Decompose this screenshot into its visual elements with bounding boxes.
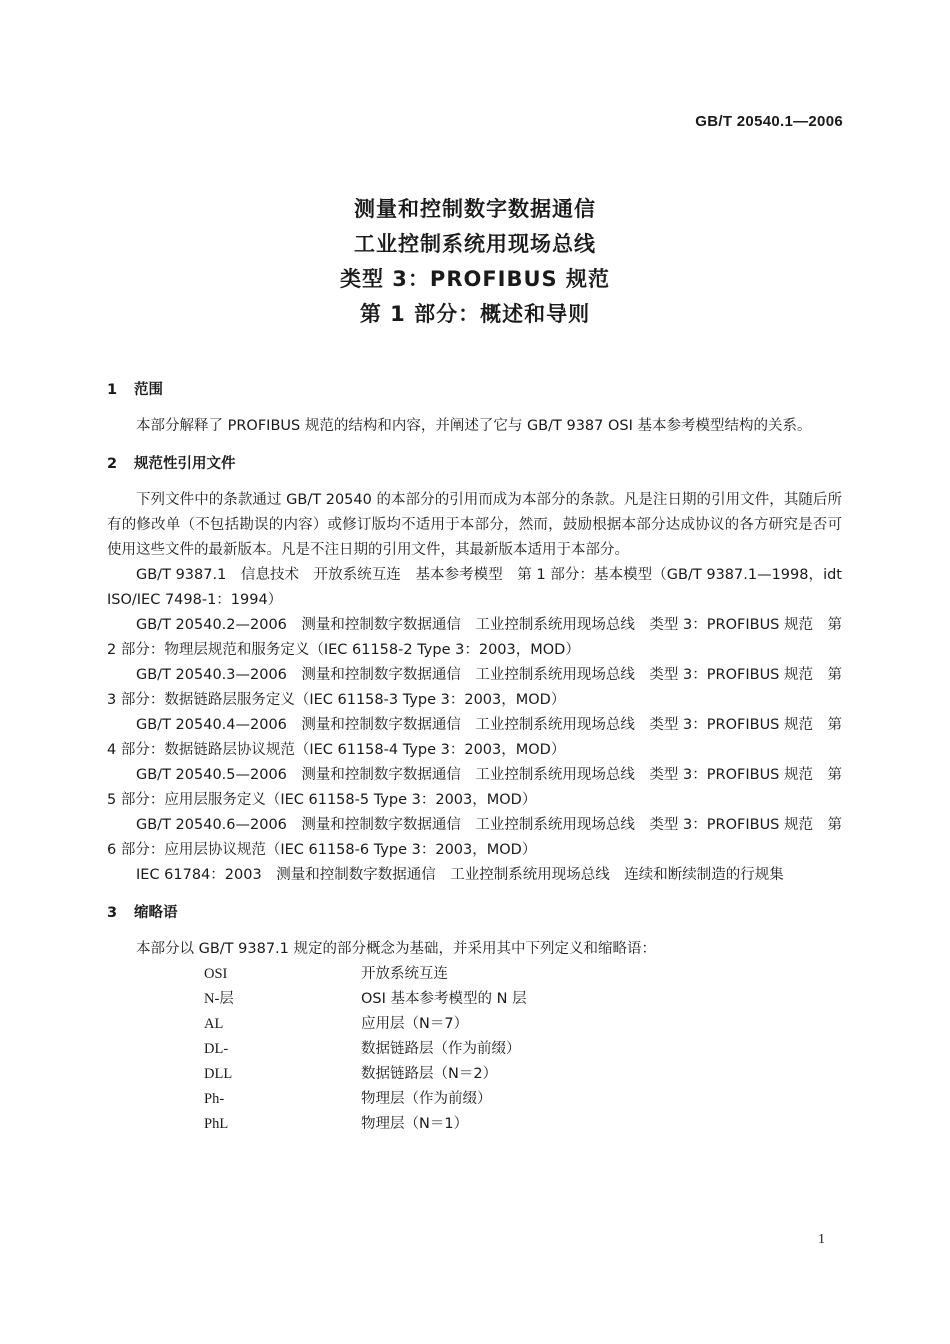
abbreviation-row (204, 962, 527, 987)
title-line: 第 1 部分：概述和导则 (359, 302, 591, 326)
reference-entry: GB/T 20540.6—2006 测量和控制数字数据通信 工业控制系统用现场总线 类型 3：PROFIBUS 规范 第 6 部分：应用层协议规范（IEC 61158-6 Type 3：2003，MOD） (107, 817, 842, 858)
section-heading-normative-references: 2 规范性引用文件 (107, 456, 236, 472)
reference-entry: GB/T 20540.5—2006 测量和控制数字数据通信 工业控制系统用现场总线 类型 3：PROFIBUS 规范 第 5 部分：应用层服务定义（IEC 61158-5 Type 3：2003，MOD） (107, 767, 842, 808)
section-heading-abbreviations: 3 缩略语 (107, 905, 178, 921)
abbreviation-term: OSI (204, 966, 228, 982)
abbreviations-intro-paragraph: 本部分以 GB/T 9387.1 规定的部分概念为基础，并采用其中下列定义和缩略语： (136, 941, 656, 957)
normative-intro-paragraph: 下列文件中的条款通过 GB/T 20540 的本部分的引用而成为本部分的条款。凡是注日期的引用文件，其随后所有的修改单（不包括勘误的内容）或修订版均不适用于本部分，然而，鼓励根据本部分达成协议的各方研究是否可使用这些文件的最新版本。凡是不注日期的引用文件，其最新版本适用于本部分。 (107, 492, 842, 558)
page-number: 1 (818, 1232, 825, 1247)
abbreviation-term: Ph- (204, 1091, 225, 1107)
reference-entry: GB/T 20540.2—2006 测量和控制数字数据通信 工业控制系统用现场总线 类型 3：PROFIBUS 规范 第 2 部分：物理层规范和服务定义（IEC 61158-2 Type 3：2003，MOD） (107, 617, 842, 658)
abbreviation-meaning: 应用层（N＝7） (361, 1016, 469, 1032)
abbreviation-term: DL- (204, 1041, 229, 1057)
reference-entry: GB/T 20540.3—2006 测量和控制数字数据通信 工业控制系统用现场总线 类型 3：PROFIBUS 规范 第 3 部分：数据链路层服务定义（IEC 61158-3 Type 3：2003，MOD） (107, 667, 842, 708)
abbreviation-meaning: OSI 基本参考模型的 N 层 (361, 991, 527, 1007)
abbreviation-meaning: 数据链路层（N＝2） (361, 1066, 498, 1082)
reference-entry: GB/T 20540.4—2006 测量和控制数字数据通信 工业控制系统用现场总线 类型 3：PROFIBUS 规范 第 4 部分：数据链路层协议规范（IEC 61158-4 Type 3：2003，MOD） (107, 717, 842, 758)
abbreviation-meaning: 开放系统互连 (361, 966, 448, 982)
abbreviation-term: DLL (204, 1066, 233, 1082)
scope-paragraph: 本部分解释了 PROFIBUS 规范的结构和内容，并阐述了它与 GB/T 9387 OSI 基本参考模型结构的关系。 (136, 418, 812, 434)
standard-code: GB/T 20540.1—2006 (695, 113, 843, 130)
reference-entry: IEC 61784：2003 测量和控制数字数据通信 工业控制系统用现场总线 连续和断续制造的行规集 (136, 867, 784, 883)
section-heading-scope: 1 范围 (107, 382, 163, 398)
abbreviation-term: N-层 (204, 991, 234, 1007)
abbreviation-row (204, 1087, 527, 1112)
abbreviation-meaning: 数据链路层（作为前缀） (361, 1041, 521, 1057)
abbreviation-list (204, 962, 527, 1137)
abbreviation-row (204, 987, 527, 1012)
abbreviation-term: PhL (204, 1116, 229, 1132)
title-line: 类型 3：PROFIBUS 规范 (340, 267, 610, 291)
abbreviation-row (204, 1112, 527, 1137)
abbreviation-row (204, 1062, 527, 1087)
abbreviation-term: AL (204, 1016, 224, 1032)
document-title (0, 192, 950, 332)
abbreviation-row (204, 1012, 527, 1037)
title-line: 工业控制系统用现场总线 (354, 232, 596, 256)
document-body (107, 378, 842, 1137)
abbreviation-row (204, 1037, 527, 1062)
title-line: 测量和控制数字数据通信 (354, 197, 596, 221)
abbreviation-meaning: 物理层（N＝1） (361, 1116, 469, 1132)
abbreviation-meaning: 物理层（作为前缀） (361, 1091, 492, 1107)
reference-entry: GB/T 9387.1 信息技术 开放系统互连 基本参考模型 第 1 部分：基本模型（GB/T 9387.1—1998，idt ISO/IEC 7498-1：1994） (107, 567, 842, 608)
